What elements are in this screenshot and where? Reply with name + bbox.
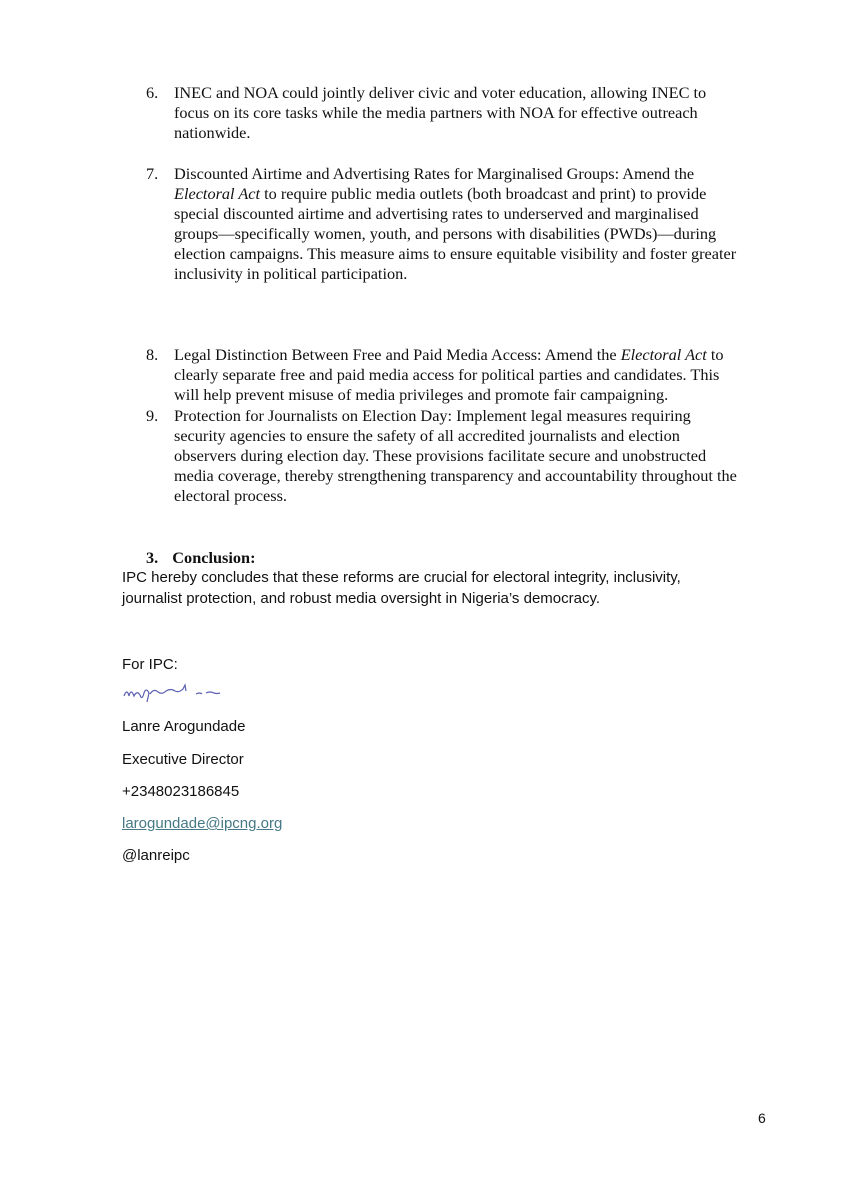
section-title: Conclusion: [172,548,256,567]
item-number: 9. [146,406,159,425]
item-line: election campaigns. This measure aims to ensure equitable visibility and foster greater [174,244,737,263]
phone-number: +2348023186845 [122,783,240,800]
item-number: 6. [146,83,159,102]
item-line: electoral process. [174,486,288,505]
social-handle: @lanreipc [122,847,190,864]
conclusion-text [122,567,681,609]
conclusion-heading [146,548,256,568]
email-link[interactable]: larogundade@ipcng.org [122,815,283,832]
electoral-act-italic: Electoral Act [620,345,707,364]
item-line-text: to [706,345,724,364]
item-line [174,345,794,365]
section-number: 3. [146,548,159,567]
item-line: Protection for Journalists on Election Day: Implement legal measures requiring [174,406,691,425]
signature [122,682,232,706]
item-line: security agencies to ensure the safety of all accredited journalists and election [174,426,680,445]
page-number: 6 [758,1110,766,1126]
item-line: clearly separate free and paid media access for political parties and candidates. This [174,365,720,384]
for-ipc: For IPC: [122,656,178,673]
item-line: nationwide. [174,123,251,142]
item-line: will help prevent misuse of media privileges and promote fair campaigning. [174,385,669,404]
item-line: inclusivity in political participation. [174,264,408,283]
item-line: media coverage, thereby strengthening transparency and accountability throughout the [174,466,737,485]
item-line: special discounted airtime and advertising rates to underserved and marginalised [174,204,699,223]
item-number: 7. [146,164,159,183]
electoral-act-italic: Electoral Act [174,184,261,203]
item-line: Discounted Airtime and Advertising Rates for Marginalised Groups: Amend the [174,164,695,183]
item-line: focus on its core tasks while the media partners with NOA for effective outreach [174,103,698,122]
item-line: groups—specifically women, youth, and persons with disabilities (PWDs)—during [174,224,717,243]
signatory-name: Lanre Arogundade [122,718,246,735]
item-number: 8. [146,345,159,364]
item-line: observers during election day. These provisions facilitate secure and unobstructed [174,446,707,465]
item-line-text: to require public media outlets (both broadcast and print) to provide [260,184,707,203]
conclusion-line: journalist protection, and robust media oversight in Nigeria’s democracy. [122,590,601,607]
item-line [174,184,794,204]
signatory-title: Executive Director [122,751,244,768]
item-line: INEC and NOA could jointly deliver civic and voter education, allowing INEC to [174,83,707,102]
conclusion-line: IPC hereby concludes that these reforms are crucial for electoral integrity, inclusivity, [122,569,681,586]
item-line-text: Legal Distinction Between Free and Paid Media Access: Amend the [174,345,621,364]
